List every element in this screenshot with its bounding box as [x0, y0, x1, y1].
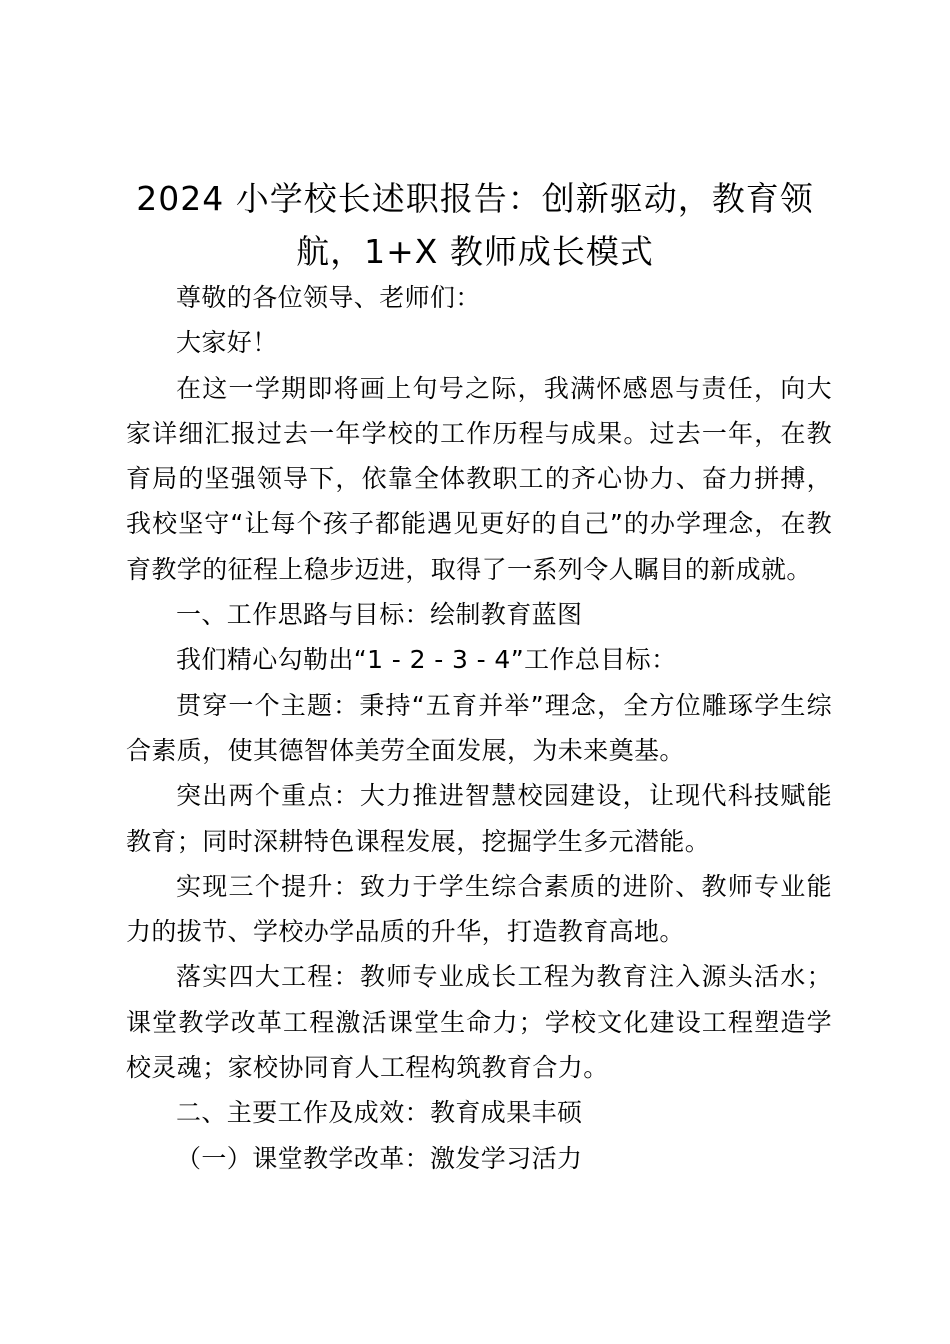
document-title: 2024 小学校长述职报告：创新驱动，教育领航，1+X 教师成长模式: [136, 179, 814, 271]
section-heading-2: 二、主要工作及成效：教育成果丰硕: [176, 1098, 583, 1128]
goal-one-theme: 贯穿一个主题：秉持“五育并举”理念，全方位雕琢学生综合素质，使其德智体美劳全面发展，为未来奠基。: [126, 690, 832, 765]
goal-four-projects: 落实四大工程：教师专业成长工程为教育注入源头活水；课堂教学改革工程激活课堂生命力；学校文化建设工程塑造学校灵魂；家校协同育人工程构筑教育合力。: [126, 962, 832, 1083]
goal-summary: 我们精心勾勒出“1 - 2 - 3 - 4”工作总目标：: [176, 645, 677, 675]
subsection-heading-1: （一）课堂教学改革：激发学习活力: [176, 1143, 583, 1173]
document-body: [126, 275, 832, 1181]
intro-paragraph: 在这一学期即将画上句号之际，我满怀感恩与责任，向大家详细汇报过去一年学校的工作历程与成果。过去一年，在教育局的坚强领导下，依靠全体教职工的齐心协力、奋力拼搏，我校坚守“让每个孩子都能遇见更好的自己”的办学理念，在教育教学的征程上稳步迈进，取得了一系列令人瞩目的新成就。: [126, 373, 832, 584]
section-heading-1: 一、工作思路与目标：绘制教育蓝图: [176, 600, 583, 630]
goal-two-focus: 突出两个重点：大力推进智慧校园建设，让现代科技赋能教育；同时深耕特色课程发展，挖掘学生多元潜能。: [126, 781, 832, 856]
salutation: 尊敬的各位领导、老师们：: [176, 283, 481, 312]
goal-three-improvements: 实现三个提升：致力于学生综合素质的进阶、教师专业能力的拔节、学校办学品质的升华，打造教育高地。: [126, 871, 832, 947]
greeting: 大家好！: [176, 328, 278, 358]
